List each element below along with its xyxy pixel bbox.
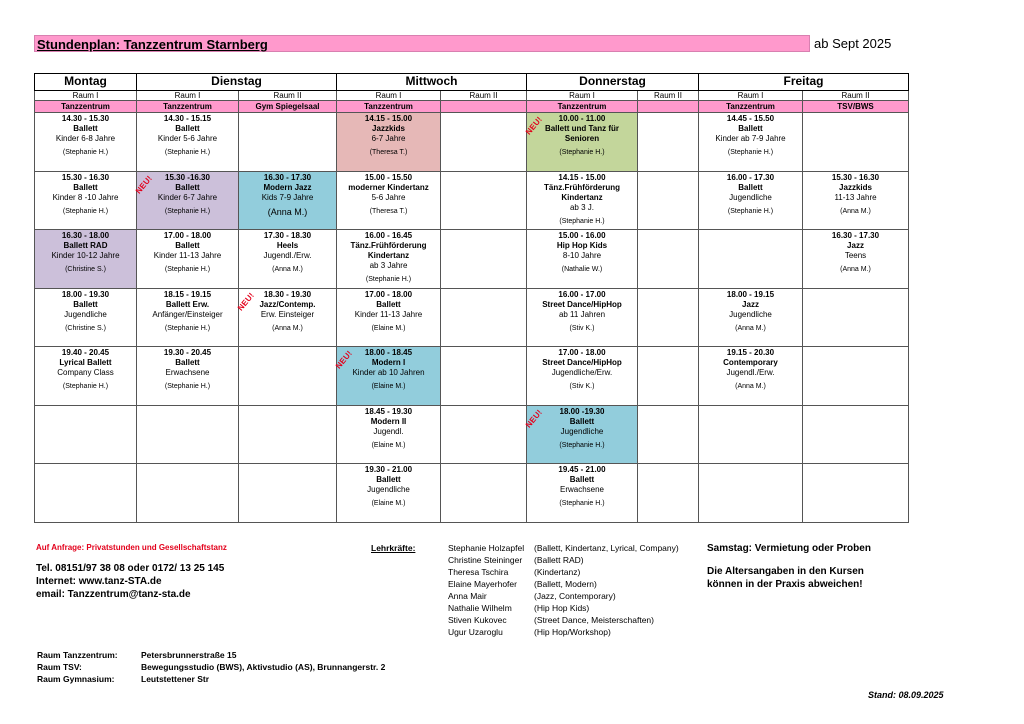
class-audience: Kinder 6-7 Jahre <box>157 192 218 202</box>
class-time: 18.00 - 19.30 <box>61 289 110 299</box>
class-title: Ballett <box>73 124 98 133</box>
empty-cell <box>803 464 909 523</box>
empty-cell <box>699 464 803 523</box>
class-cell <box>527 230 638 289</box>
empty-cell <box>239 113 337 172</box>
location-header: Tanzzentrum <box>699 101 803 113</box>
class-title: Ballett RAD <box>63 241 108 250</box>
class-teacher: (Anna M.) <box>840 266 871 273</box>
class-audience: 11-13 Jahre <box>834 192 877 202</box>
class-cell <box>803 171 909 230</box>
class-cell <box>523 405 638 464</box>
class-cell <box>523 113 638 172</box>
day-header-dienstag: Dienstag <box>137 74 337 91</box>
valid-from: ab Sept 2025 <box>814 36 892 51</box>
room-header: Raum I <box>35 91 137 101</box>
class-cell <box>137 347 239 406</box>
class-audience: 6-7 Jahre <box>371 134 406 143</box>
class-time: 15.30 - 16.30 <box>61 172 110 182</box>
teacher-styles: (Ballett RAD) <box>534 555 584 565</box>
class-title: Ballett <box>175 182 200 192</box>
class-teacher: (Stephanie H.) <box>559 149 605 156</box>
empty-cell <box>137 464 239 523</box>
class-title: Ballett <box>738 124 763 133</box>
class-title: Street Dance/HipHop <box>542 358 622 367</box>
room-header: Raum II <box>239 91 337 101</box>
room-address-row <box>37 649 385 661</box>
phone: Tel. 08151/97 38 08 oder 0172/ 13 25 145 <box>36 563 225 574</box>
room-header: Raum I <box>137 91 239 101</box>
empty-cell <box>803 347 909 406</box>
day-header-donnerstag: Donnerstag <box>527 74 699 91</box>
room-header: Raum I <box>699 91 803 101</box>
empty-cell <box>803 405 909 464</box>
room-header: Raum II <box>803 91 909 101</box>
empty-cell <box>239 405 337 464</box>
class-cell <box>803 230 909 289</box>
class-title: Ballett <box>569 416 595 426</box>
room-header: Raum II <box>441 91 527 101</box>
age-note-line-1: Die Altersangaben in den Kursen <box>707 566 864 577</box>
class-cell <box>235 288 337 347</box>
class-teacher: (Stephanie H.) <box>62 207 109 215</box>
class-audience: Jugendl./Erw. <box>726 368 775 377</box>
class-audience: Kinder 11-13 Jahre <box>354 309 423 319</box>
empty-cell <box>638 171 699 230</box>
class-audience: Teens <box>844 251 867 260</box>
class-time: 19.45 - 21.00 <box>558 465 606 474</box>
class-time: 18.00 - 19.15 <box>726 289 775 299</box>
class-title: Lyrical Ballett <box>59 358 112 367</box>
class-cell <box>239 171 337 230</box>
class-cell <box>699 347 803 406</box>
class-audience: Jugendliche <box>729 192 772 202</box>
class-cell <box>337 113 441 172</box>
class-teacher: (Stephanie H.) <box>559 441 605 449</box>
teacher-styles: (Ballett, Modern) <box>534 579 597 589</box>
teacher-row <box>448 626 679 638</box>
class-cell <box>137 113 239 172</box>
room-address: Petersbrunnerstraße 15 <box>141 650 237 660</box>
class-time: 17.00 - 18.00 <box>163 231 212 240</box>
class-audience: Erwachsene <box>165 368 210 377</box>
empty-cell <box>638 288 699 347</box>
teacher-row <box>448 578 679 590</box>
class-audience: Kinder 8 -10 Jahre <box>52 192 119 202</box>
class-cell <box>137 288 239 347</box>
location-header: Gym Spiegelsaal <box>239 101 337 113</box>
empty-cell <box>699 230 803 289</box>
class-time: 15.30 - 16.30 <box>831 172 880 182</box>
class-audience: Erw. Einsteiger <box>260 309 315 319</box>
day-header-montag: Montag <box>35 74 137 91</box>
class-title: Ballett <box>73 299 98 309</box>
class-time: 14.30 - 15.30 <box>61 114 110 123</box>
class-teacher: (Elaine M.) <box>371 441 406 449</box>
empty-cell <box>441 230 527 289</box>
class-teacher: (Stephanie H.) <box>727 149 774 156</box>
class-teacher: (Stiv K.) <box>569 383 595 390</box>
teacher-name: Anna Mair <box>448 591 487 601</box>
class-teacher: (Elaine M.) <box>371 324 406 332</box>
class-teacher: (Anna M.) <box>735 383 766 390</box>
class-title: Jazzkids <box>372 124 405 133</box>
teacher-name: Stiven Kukovec <box>448 615 507 625</box>
class-time: 16.30 - 17.30 <box>263 172 312 182</box>
class-audience: Erwachsene <box>559 485 605 494</box>
age-note-line-2: können in der Praxis abweichen! <box>707 579 863 590</box>
stand-date: Stand: 08.09.2025 <box>868 690 944 700</box>
room-header: Raum I <box>527 91 638 101</box>
class-teacher: (Stephanie H.) <box>727 207 774 215</box>
class-audience: Jugendl. <box>373 426 404 436</box>
class-cell <box>699 288 803 347</box>
class-teacher: (Stephanie H.) <box>164 149 211 156</box>
on-request-note: Auf Anfrage: Privatstunden und Gesellschaftstanz <box>36 543 227 552</box>
class-audience: Kinder ab 7-9 Jahre <box>715 134 786 143</box>
class-teacher: (Stephanie H.) <box>62 383 109 390</box>
class-audience: Jugendliche <box>64 309 107 319</box>
class-cell <box>35 288 137 347</box>
class-time: 18.00 -19.30 <box>559 406 605 416</box>
class-audience: Jugendliche <box>367 485 410 494</box>
class-time: 16.30 - 17.30 <box>831 231 880 240</box>
class-cell <box>333 347 441 406</box>
class-cell <box>337 171 441 230</box>
class-audience: ab 11 Jahren <box>558 309 606 319</box>
class-teacher: (Stephanie H.) <box>559 217 605 225</box>
new-badge: NEU! <box>133 173 155 196</box>
empty-cell <box>441 113 527 172</box>
schedule-row <box>35 405 909 464</box>
class-time: 16.00 - 17.30 <box>726 172 775 182</box>
class-title: moderner Kindertanz <box>348 182 429 192</box>
class-teacher: (Stephanie H.) <box>164 266 211 273</box>
class-teacher: (Anna M.) <box>840 207 871 215</box>
new-badge: NEU! <box>523 407 545 430</box>
class-audience: Kids 7-9 Jahre <box>261 192 314 202</box>
class-title: Ballett <box>376 475 401 484</box>
class-time: 14.15 - 15.00 <box>364 114 413 123</box>
class-cell <box>699 171 803 230</box>
email-link[interactable]: email: Tanzzentrum@tanz-sta.de <box>36 589 191 600</box>
internet-link[interactable]: Internet: www.tanz-STA.de <box>36 576 162 587</box>
class-cell <box>35 113 137 172</box>
class-cell <box>337 288 441 347</box>
teacher-name: Theresa Tschira <box>448 567 509 577</box>
class-audience: Company Class <box>57 368 114 377</box>
class-title: Ballett <box>376 299 401 309</box>
class-title: Ballett <box>175 358 200 367</box>
empty-cell <box>638 230 699 289</box>
teacher-name: Elaine Mayerhofer <box>448 579 517 589</box>
class-audience: Jugendl./Erw. <box>263 251 312 260</box>
new-badge: NEU! <box>333 348 355 371</box>
teacher-row <box>448 542 679 554</box>
class-time: 16.00 - 16.45 <box>364 231 413 240</box>
class-time: 14.45 - 15.50 <box>726 114 775 123</box>
class-audience: Jugendliche <box>729 309 772 319</box>
teacher-row <box>448 554 679 566</box>
class-time: 19.40 - 20.45 <box>61 348 110 357</box>
class-teacher: (Stiv K.) <box>569 324 595 332</box>
class-time: 14.15 - 15.00 <box>558 172 606 182</box>
empty-cell <box>239 347 337 406</box>
empty-cell <box>803 288 909 347</box>
location-header: Tanzzentrum <box>35 101 137 113</box>
empty-cell <box>35 464 137 523</box>
class-title: Ballett und Tanz für Senioren <box>544 124 620 143</box>
room-label: Raum Tanzzentrum: <box>37 650 118 660</box>
class-time: 15.00 - 15.50 <box>364 172 413 182</box>
class-teacher: (Stephanie H.) <box>559 500 605 507</box>
class-cell <box>337 464 441 523</box>
class-time: 18.45 - 19.30 <box>364 406 413 416</box>
class-cell <box>337 405 441 464</box>
class-title: Modern Jazz <box>263 182 312 192</box>
class-audience: ab 3 J. <box>569 202 594 212</box>
teacher-name: Ugur Uzaroglu <box>448 627 503 637</box>
saturday-note: Samstag: Vermietung oder Proben <box>707 543 871 554</box>
room-header: Raum I <box>337 91 441 101</box>
class-cell <box>35 347 137 406</box>
schedule-row <box>35 347 909 406</box>
class-audience: ab 3 Jahre <box>369 261 408 270</box>
new-badge: NEU! <box>523 114 545 137</box>
day-header-mittwoch: Mittwoch <box>337 74 527 91</box>
class-title: Tänz.Frühförderung Kindertanz <box>350 241 427 260</box>
empty-cell <box>441 405 527 464</box>
class-cell <box>699 113 803 172</box>
class-time: 18.15 - 19.15 <box>163 289 212 299</box>
class-teacher: (Stephanie H.) <box>164 207 211 215</box>
empty-cell <box>441 347 527 406</box>
class-teacher: (Stephanie H.) <box>164 383 211 390</box>
class-title: Ballett <box>175 124 200 133</box>
schedule-row <box>35 113 909 172</box>
page-title: Stundenplan: Tanzzentrum Starnberg <box>37 37 268 52</box>
class-teacher: (Anna M.) <box>272 266 303 273</box>
schedule-row <box>35 464 909 523</box>
new-badge: NEU! <box>235 290 257 313</box>
location-header <box>441 101 527 113</box>
class-audience: Kinder 10-12 Jahre <box>51 251 120 260</box>
teacher-styles: (Hip Hop Kids) <box>534 603 590 613</box>
teacher-row <box>448 602 679 614</box>
class-cell <box>35 230 137 289</box>
teacher-row <box>448 614 679 626</box>
class-audience: Kinder 11-13 Jahre <box>153 251 222 260</box>
class-title: Modern II <box>370 416 407 426</box>
class-title: Modern I <box>371 358 406 367</box>
room-addresses <box>37 649 385 685</box>
class-teacher: (Nathalie W.) <box>561 266 603 273</box>
empty-cell <box>638 347 699 406</box>
empty-cell <box>239 464 337 523</box>
class-time: 18.00 - 18.45 <box>364 348 413 357</box>
class-title: Jazz <box>742 299 759 309</box>
class-teacher: (Theresa T.) <box>369 207 408 215</box>
schedule-table <box>34 73 909 523</box>
class-time: 19.30 - 21.00 <box>364 465 413 474</box>
empty-cell <box>638 405 699 464</box>
class-cell <box>527 288 638 347</box>
class-audience: Kinder 6-8 Jahre <box>55 134 116 143</box>
class-time: 14.30 - 15.15 <box>163 114 212 123</box>
room-label: Raum TSV: <box>37 662 82 672</box>
class-title: Ballett <box>738 182 763 192</box>
class-teacher: (Stephanie H.) <box>365 276 412 283</box>
class-audience: Jugendliche/Erw. <box>551 368 613 377</box>
class-title: Tänz.Frühförderung Kindertanz <box>544 182 620 202</box>
class-title: Ballett <box>175 241 200 250</box>
class-title: Heels <box>276 241 299 250</box>
teacher-styles: (Jazz, Contemporary) <box>534 591 616 601</box>
class-time: 16.00 - 17.00 <box>558 289 606 299</box>
day-header-freitag: Freitag <box>699 74 909 91</box>
empty-cell <box>441 171 527 230</box>
class-teacher: (Anna M.) <box>267 206 308 217</box>
class-time: 18.30 - 19.30 <box>263 289 312 299</box>
class-cell <box>137 230 239 289</box>
empty-cell <box>638 113 699 172</box>
room-label: Raum Gymnasium: <box>37 674 115 684</box>
teacher-name: Stephanie Holzapfel <box>448 543 525 553</box>
teacher-styles: (Street Dance, Meisterschaften) <box>534 615 654 625</box>
empty-cell <box>638 464 699 523</box>
class-time: 17.00 - 18.00 <box>364 289 413 299</box>
class-time: 19.15 - 20.30 <box>726 348 775 357</box>
class-cell <box>133 171 239 230</box>
class-teacher: (Theresa T.) <box>369 149 408 156</box>
class-title: Contemporary <box>723 358 778 367</box>
teacher-styles: (Ballett, Kindertanz, Lyrical, Company) <box>534 543 679 553</box>
teacher-name: Christine Steininger <box>448 555 523 565</box>
class-time: 15.00 - 16.00 <box>558 231 606 240</box>
class-title: Hip Hop Kids <box>556 241 608 250</box>
class-title: Ballett <box>73 182 98 192</box>
location-header: Tanzzentrum <box>137 101 239 113</box>
room-address: Bewegungsstudio (BWS), Aktivstudio (AS), Brunnangerstr. 2 <box>141 662 386 672</box>
room-address-row <box>37 673 385 685</box>
location-header: Tanzzentrum <box>337 101 441 113</box>
teacher-name: Nathalie Wilhelm <box>448 603 512 613</box>
class-time: 10.00 - 11.00 <box>558 114 606 123</box>
empty-cell <box>803 113 909 172</box>
class-title: Street Dance/HipHop <box>542 299 622 309</box>
class-title: Jazz <box>847 241 864 250</box>
class-teacher: (Stephanie H.) <box>62 149 109 156</box>
empty-cell <box>137 405 239 464</box>
title-bar <box>34 35 810 52</box>
teacher-styles: (Kindertanz) <box>534 567 581 577</box>
teacher-row <box>448 590 679 602</box>
location-header: TSV/BWS <box>803 101 909 113</box>
location-header <box>638 101 699 113</box>
schedule-row <box>35 230 909 289</box>
class-audience: Kinder 5-6 Jahre <box>157 134 218 143</box>
class-cell <box>337 230 441 289</box>
class-audience: Anfänger/Einsteiger <box>152 309 223 319</box>
class-teacher: (Elaine M.) <box>371 500 406 507</box>
class-audience: Kinder ab 10 Jahren <box>352 368 425 377</box>
class-teacher: (Anna M.) <box>735 324 766 332</box>
class-teacher: (Stephanie H.) <box>164 324 211 332</box>
class-cell <box>527 347 638 406</box>
room-address-row <box>37 661 385 673</box>
room-address: Leutstettener Str <box>141 674 210 684</box>
class-audience: Jugendliche <box>560 426 604 436</box>
teacher-row <box>448 566 679 578</box>
class-title: Jazzkids <box>839 182 872 192</box>
schedule-row <box>35 171 909 230</box>
class-time: 19.30 - 20.45 <box>163 348 212 357</box>
class-audience: 5-6 Jahre <box>371 192 406 202</box>
class-time: 17.00 - 18.00 <box>558 348 606 357</box>
room-header: Raum II <box>638 91 699 101</box>
class-cell <box>527 171 638 230</box>
class-cell <box>527 464 638 523</box>
teachers-list <box>448 542 679 638</box>
empty-cell <box>441 288 527 347</box>
class-audience: 8-10 Jahre <box>562 251 602 260</box>
class-teacher: (Anna M.) <box>272 324 303 332</box>
class-teacher: (Christine S.) <box>65 324 106 332</box>
schedule-row <box>35 288 909 347</box>
class-time: 16.30 - 18.00 <box>61 231 110 240</box>
class-cell <box>239 230 337 289</box>
location-header: Tanzzentrum <box>527 101 638 113</box>
class-title: Jazz/Contemp. <box>259 299 316 309</box>
class-time: 17.30 - 18.30 <box>263 231 312 240</box>
teacher-styles: (Hip Hop/Workshop) <box>534 627 611 637</box>
class-cell <box>35 171 137 230</box>
teachers-label: Lehrkräfte: <box>371 543 416 553</box>
class-teacher: (Christine S.) <box>65 266 106 273</box>
empty-cell <box>35 405 137 464</box>
class-title: Ballett Erw. <box>165 299 210 309</box>
class-time: 15.30 -16.30 <box>165 172 210 182</box>
class-title: Ballett <box>569 475 595 484</box>
class-teacher: (Elaine M.) <box>371 383 406 390</box>
empty-cell <box>699 405 803 464</box>
empty-cell <box>441 464 527 523</box>
